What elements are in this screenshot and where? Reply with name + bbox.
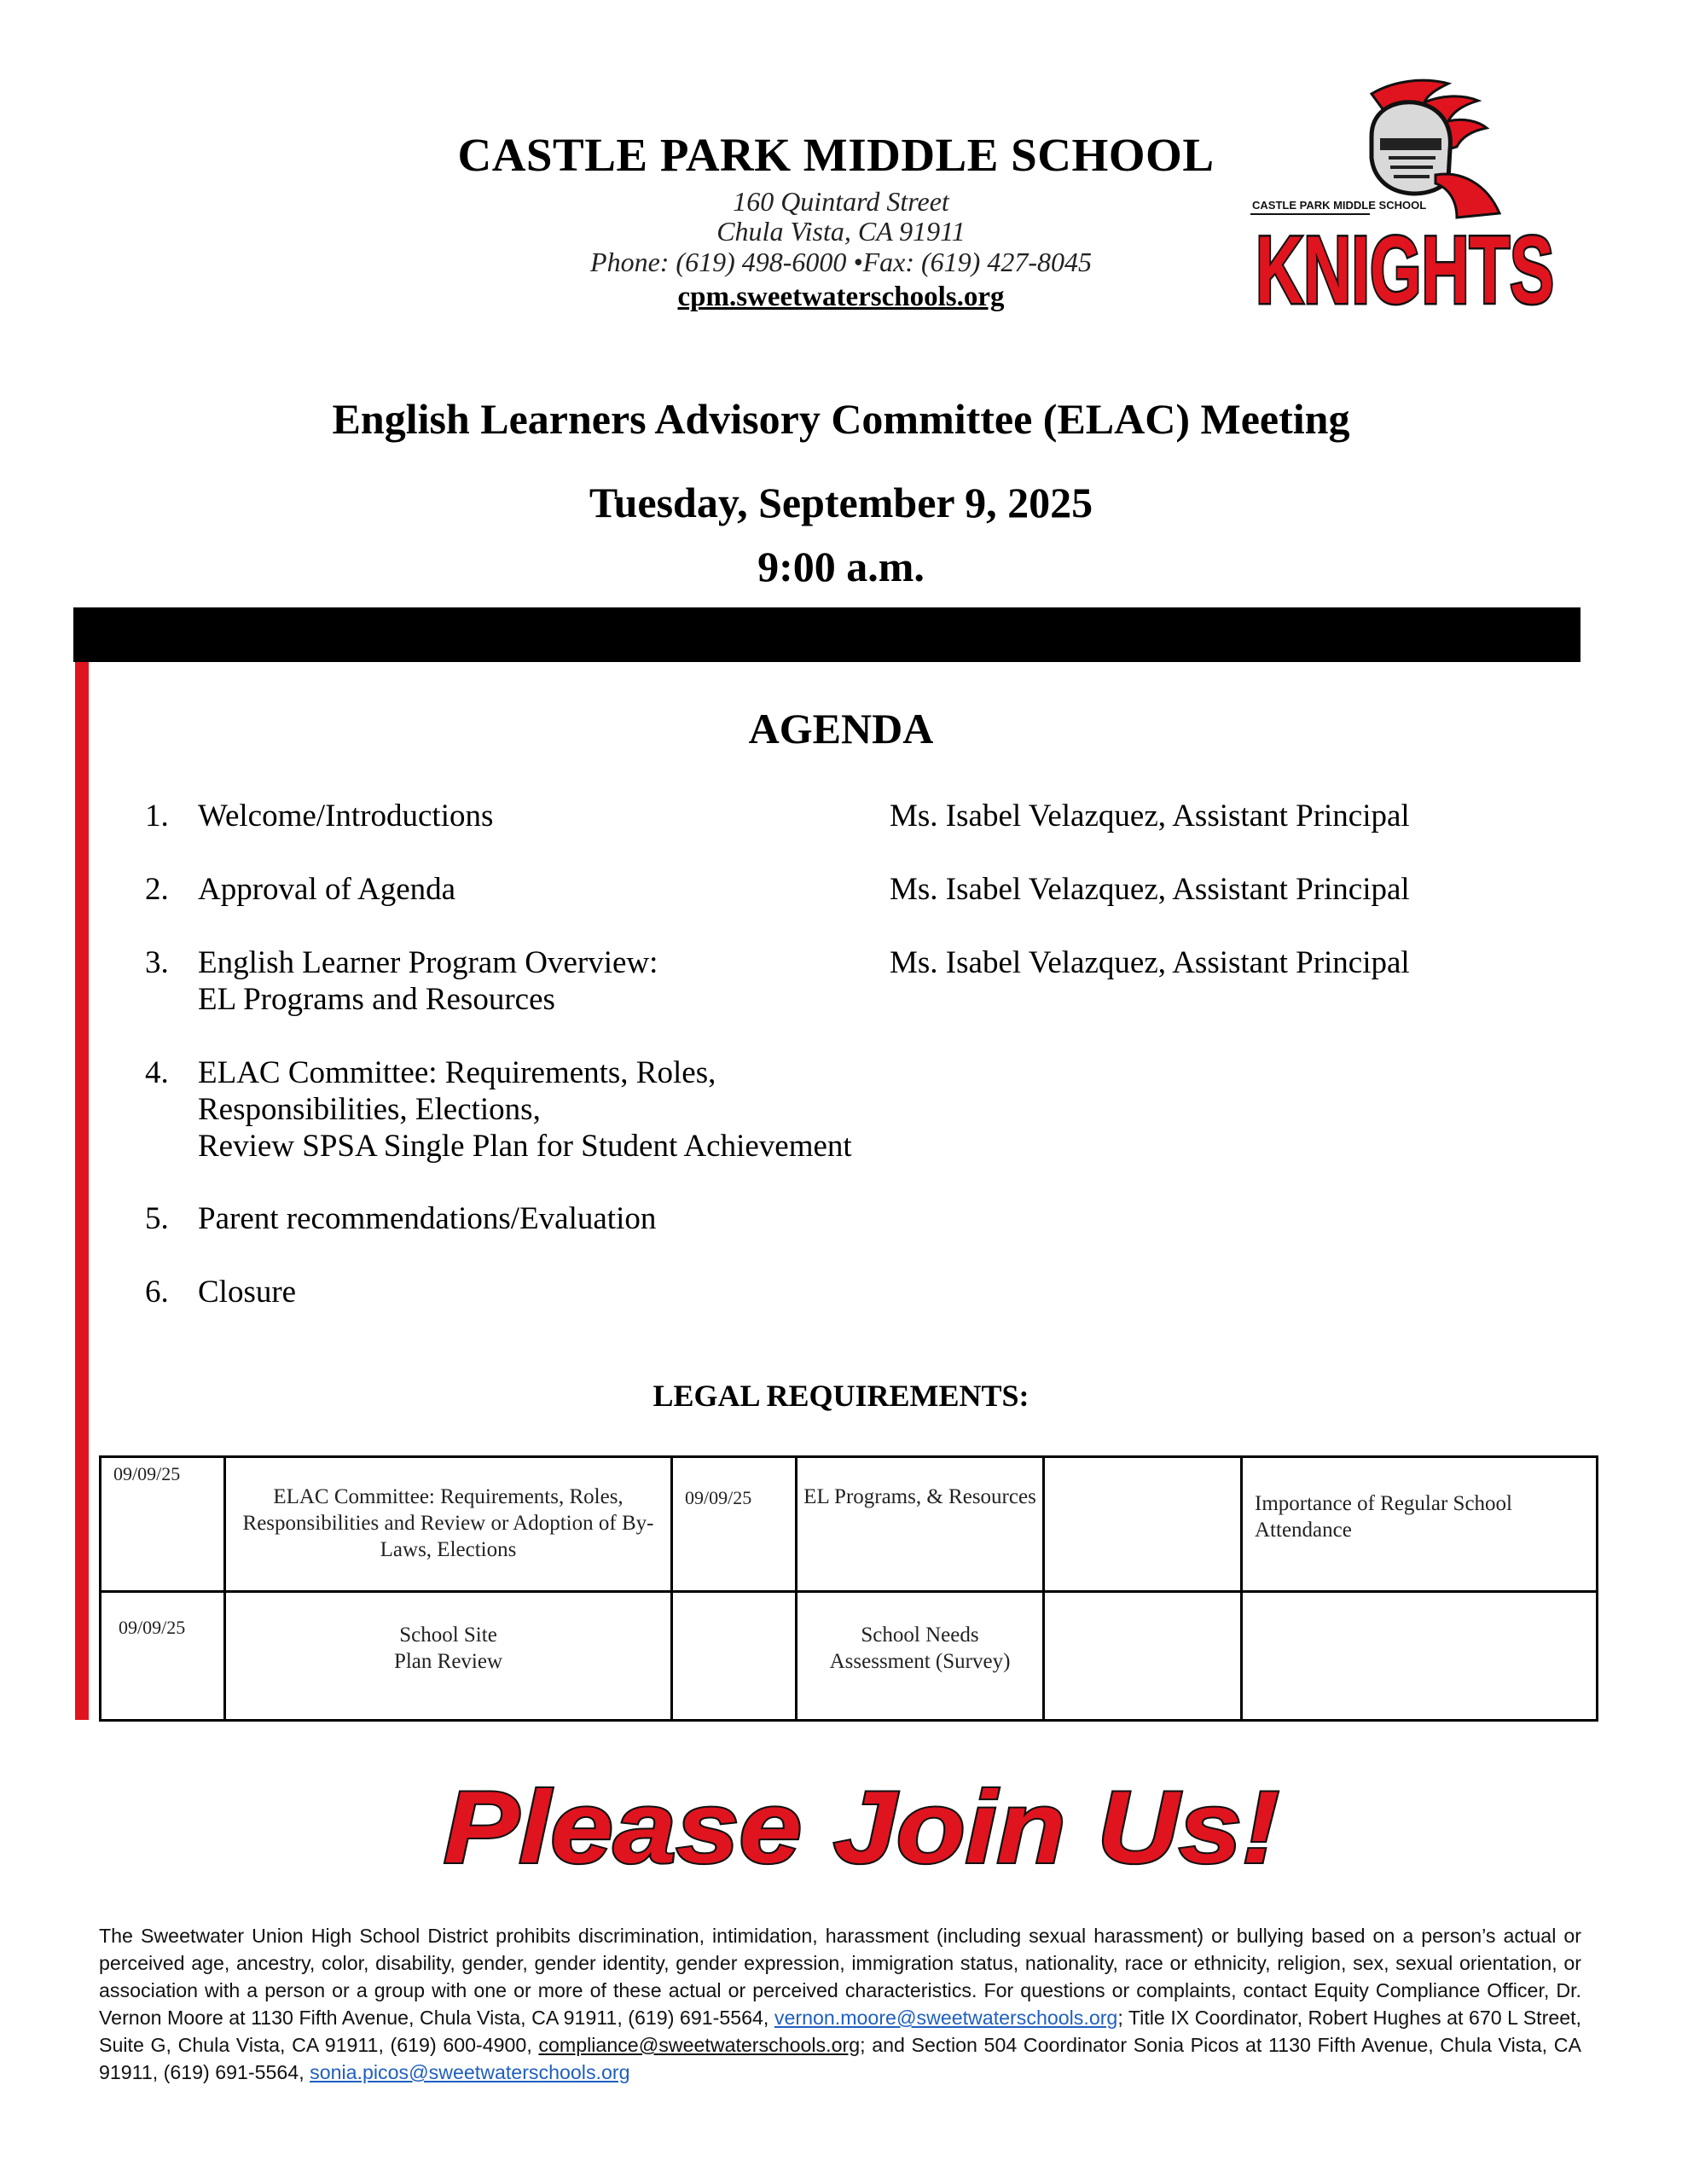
school-name: CASTLE PARK MIDDLE SCHOOL (457, 129, 1215, 181)
agenda-item-text: Closure (198, 1275, 297, 1310)
agenda-item: 1. Welcome/Introductions (145, 798, 913, 834)
table-cell-topic (1242, 1592, 1598, 1721)
agenda-presenter: Ms. Isabel Velazquez, Assistant Principal (890, 799, 1410, 834)
phone-fax: Phone: (619) 498-6000 •Fax: (619) 427-8045 (590, 247, 1092, 277)
agenda-presenter: Ms. Isabel Velazquez, Assistant Principal (890, 872, 1410, 907)
agenda-item-text-line3: Review SPSA Single Plan for Student Achievement (198, 1129, 852, 1164)
black-divider-band (73, 607, 1580, 662)
address-line-1: 160 Quintard Street (733, 186, 949, 217)
table-cell-topic: Importance of Regular School Attendance (1242, 1457, 1598, 1592)
knights-logo (1244, 77, 1568, 323)
agenda-presenter: Ms. Isabel Velazquez, Assistant Principal (890, 945, 1410, 980)
table-cell-date: 09/09/25 (101, 1592, 225, 1721)
agenda-heading: AGENDA (748, 705, 934, 752)
table-row (101, 1457, 1598, 1592)
agenda-item-text: Approval of Agenda (198, 872, 456, 907)
table-cell-topic: School Site Plan Review (225, 1592, 672, 1721)
table-cell-date (1044, 1457, 1242, 1592)
knight-helmet-icon (1372, 80, 1499, 218)
agenda-item: 3. English Learner Program Overview: EL Programs and Resources (145, 944, 913, 1018)
logo-label: CASTLE PARK MIDDLE SCHOOL (1252, 199, 1427, 212)
please-join-us-banner (426, 1762, 1296, 1890)
email-link-vernon-moore[interactable]: vernon.moore@sweetwaterschools.org (774, 2007, 1118, 2029)
table-row (101, 1592, 1598, 1721)
meeting-time: 9:00 a.m. (757, 543, 925, 590)
meeting-date: Tuesday, September 9, 2025 (589, 479, 1093, 526)
table-cell-topic: ELAC Committee: Requirements, Roles, Responsibilities and Review or Adoption of By-Laws, Elections (225, 1457, 672, 1592)
logo-word: KNIGHTS (1256, 217, 1554, 323)
agenda-item-text: Welcome/Introductions (198, 799, 494, 834)
table-cell-date: 09/09/25 (101, 1457, 225, 1592)
table-cell-date (1044, 1592, 1242, 1721)
agenda-item-text-line2: EL Programs and Resources (198, 982, 555, 1017)
legal-requirements-table (99, 1455, 1598, 1722)
table-cell-date: 09/09/25 (672, 1457, 797, 1592)
agenda-item: 4. ELAC Committee: Requirements, Roles, Responsibilities, Elections, Review SPSA Single Plan for Student Achievement (145, 1054, 913, 1165)
table-cell-topic: EL Programs, & Resources (797, 1457, 1044, 1592)
table-cell-topic: School Needs Assessment (Survey) (797, 1592, 1044, 1721)
email-link-sonia-picos[interactable]: sonia.picos@sweetwaterschools.org (310, 2061, 630, 2083)
meeting-title: English Learners Advisory Committee (ELAC) Meeting (332, 395, 1350, 443)
school-website-link[interactable]: cpm.sweetwaterschools.org (677, 282, 1005, 312)
agenda-item: 5. Parent recommendations/Evaluation (145, 1200, 913, 1237)
agenda-item: 2. Approval of Agenda (145, 871, 913, 908)
agenda-item-text-line2: Responsibilities, Elections, (198, 1092, 541, 1127)
red-side-bar (75, 662, 89, 1720)
banner-text: Please Join Us! (444, 1770, 1279, 1885)
legal-requirements-heading: LEGAL REQUIREMENTS: (652, 1379, 1030, 1413)
agenda-item-text: Parent recommendations/Evaluation (198, 1201, 657, 1236)
agenda-item: 6. Closure (145, 1274, 913, 1310)
agenda-item-text: English Learner Program Overview: (198, 945, 658, 980)
table-cell-date (672, 1592, 797, 1721)
nondiscrimination-notice: The Sweetwater Union High School District prohibits discrimination, intimidation, harassment (including sexual harassment) or bullying based on a person’s actual or perceived age, ancestry, color, disability, gender, gender identity, gender expression, immigration status, nationality, race or ethnicity, religion, sex, sexual orientation, or association with a person or a group with one or more of these actual or perceived characteristics. For questions or complaints, contact Equity Compliance Officer, Dr. Vernon Moore at 1130 Fifth Avenue, Chula Vista, CA 91911, (619) 691-5564, vernon.moore@sweetwaterschools.org; Title IX Coordinator, Robert Hughes at 670 L Street, Suite G, Chula Vista, CA 91911, (619) 600-4900, compliance@sweetwaterschools.org; and Section 504 Coordinator Sonia Picos at 1130 Fifth Avenue, Chula Vista, CA 91911, (619) 691-5564, sonia.picos@sweetwaterschools.org (99, 1925, 1581, 2083)
address-line-2: Chula Vista, CA 91911 (716, 216, 966, 247)
email-link-compliance[interactable]: compliance@sweetwaterschools.org (538, 2034, 861, 2056)
agenda-item-text: ELAC Committee: Requirements, Roles, (198, 1055, 716, 1090)
